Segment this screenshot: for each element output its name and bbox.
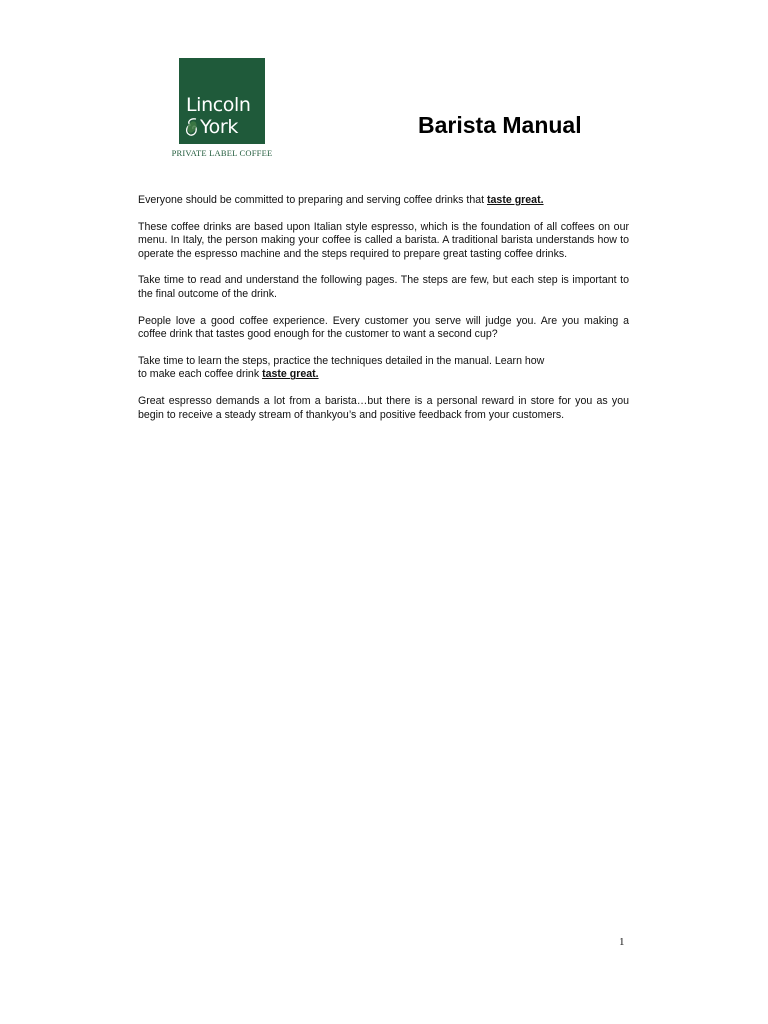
paragraph-4: People love a good coffee experience. Every customer you serve will judge you. Are you making a coffee drink that tastes good enough for the customer to want a second cup?: [138, 314, 629, 341]
paragraph-6: Great espresso demands a lot from a barista…but there is a personal reward in store for you as you begin to receive a steady stream of thankyou’s and positive feedback from your customers.: [138, 394, 629, 421]
body-text: [138, 194, 629, 435]
logo-text-york: York: [200, 116, 238, 138]
emphasis-taste-great: taste great.: [262, 368, 319, 381]
paragraph-1: Everyone should be committed to preparing and serving coffee drinks that taste great.: [138, 194, 544, 206]
page-number: 1: [619, 936, 625, 948]
company-logo: [179, 58, 265, 144]
paragraph-3: Take time to read and understand the following pages. The steps are few, but each step is important to the final outcome of the drink.: [138, 274, 629, 300]
emphasis-taste-great: taste great.: [487, 194, 544, 206]
logo-tagline: PRIVATE LABEL COFFEE: [171, 148, 273, 158]
ampersand-swirl-icon: [184, 116, 200, 138]
logo-text-lincoln: Lincoln: [186, 94, 251, 116]
page-title: Barista Manual: [418, 112, 582, 138]
paragraph-2: These coffee drinks are based upon Italian style espresso, which is the foundation of all coffees on our menu. In Italy, the person making your coffee is called a barista. A traditional barista understands how to operate the espresso machine and the steps required to prepare great tasting coffee drinks.: [138, 220, 629, 260]
paragraph-5: Take time to learn the steps, practice the techniques detailed in the manual. Learn how to make each coffee drink taste great.: [138, 354, 545, 381]
